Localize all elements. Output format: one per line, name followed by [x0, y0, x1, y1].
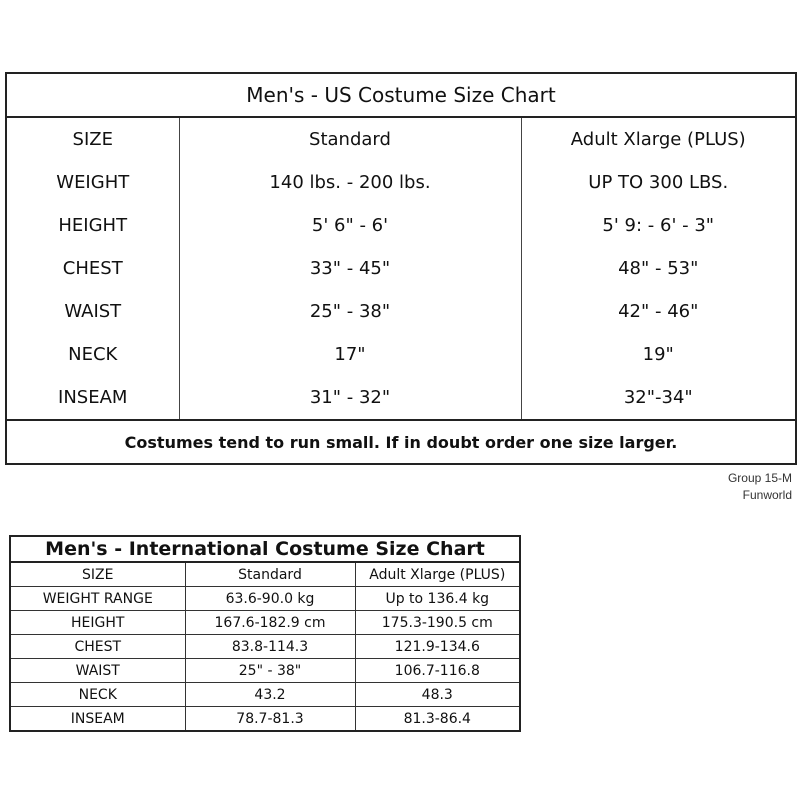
- us-row-chest: [6, 247, 796, 290]
- intl-header-standard: Standard: [185, 562, 355, 587]
- us-cell-standard: 25" - 38": [179, 290, 521, 333]
- us-row-neck: [6, 333, 796, 376]
- international-size-chart: [9, 535, 521, 732]
- us-size-chart: [5, 72, 797, 465]
- intl-cell-label: WAIST: [10, 659, 185, 683]
- brand-name: Funworld: [742, 488, 792, 502]
- intl-cell-plus: 106.7-116.8: [355, 659, 520, 683]
- us-cell-label: WEIGHT: [6, 161, 179, 204]
- intl-cell-plus: 48.3: [355, 683, 520, 707]
- us-row-waist: [6, 290, 796, 333]
- intl-cell-standard: 25" - 38": [185, 659, 355, 683]
- us-header-plus: Adult Xlarge (PLUS): [570, 129, 746, 150]
- intl-cell-plus: 175.3-190.5 cm: [355, 611, 520, 635]
- intl-cell-plus: 121.9-134.6: [355, 635, 520, 659]
- us-cell-plus: 48" - 53": [618, 258, 699, 279]
- us-note-row: [6, 420, 796, 464]
- intl-cell-standard: 78.7-81.3: [185, 707, 355, 732]
- intl-row-waist: [10, 659, 520, 683]
- us-cell-plus: 5' 9: - 6' - 3": [602, 215, 715, 236]
- intl-header-row: [10, 562, 520, 587]
- intl-cell-label: CHEST: [10, 635, 185, 659]
- intl-cell-plus: Up to 136.4 kg: [355, 587, 520, 611]
- intl-cell-label: WEIGHT RANGE: [10, 587, 185, 611]
- us-cell-standard: 33" - 45": [179, 247, 521, 290]
- us-cell-plus: 42" - 46": [618, 301, 699, 322]
- intl-row-inseam: [10, 707, 520, 732]
- us-cell-standard: 140 lbs. - 200 lbs.: [179, 161, 521, 204]
- us-cell-label: NECK: [6, 333, 179, 376]
- us-cell-label: INSEAM: [6, 376, 179, 420]
- intl-row-neck: [10, 683, 520, 707]
- intl-cell-standard: 167.6-182.9 cm: [185, 611, 355, 635]
- us-size-note: Costumes tend to run small. If in doubt order one size larger.: [6, 420, 796, 464]
- us-cell-standard: 31" - 32": [179, 376, 521, 420]
- us-row-weight: [6, 161, 796, 204]
- intl-cell-standard: 43.2: [185, 683, 355, 707]
- us-cell-standard: 17": [179, 333, 521, 376]
- intl-cell-label: HEIGHT: [10, 611, 185, 635]
- intl-chart-title: Men's - International Costume Size Chart: [10, 536, 520, 562]
- intl-cell-plus: 81.3-86.4: [355, 707, 520, 732]
- intl-row-weight-range: [10, 587, 520, 611]
- intl-header-size: SIZE: [10, 562, 185, 587]
- us-header-size: SIZE: [6, 117, 179, 161]
- intl-cell-label: NECK: [10, 683, 185, 707]
- us-cell-plus: UP TO 300 LBS.: [588, 172, 729, 193]
- intl-cell-label: INSEAM: [10, 707, 185, 732]
- us-title-row: [6, 73, 796, 117]
- us-header-standard: Standard: [179, 117, 521, 161]
- style-code: Group 15-M: [727, 471, 792, 485]
- us-cell-plus: 32"-34": [623, 387, 693, 408]
- intl-cell-standard: 83.8-114.3: [185, 635, 355, 659]
- us-row-height: [6, 204, 796, 247]
- us-cell-standard: 5' 6" - 6': [179, 204, 521, 247]
- us-header-row: [6, 117, 796, 161]
- us-chart-title: Men's - US Costume Size Chart: [6, 73, 796, 117]
- us-cell-plus: 19": [642, 344, 674, 365]
- us-row-inseam: [6, 376, 796, 420]
- intl-row-height: [10, 611, 520, 635]
- us-cell-label: HEIGHT: [6, 204, 179, 247]
- intl-cell-standard: 63.6-90.0 kg: [185, 587, 355, 611]
- intl-row-chest: [10, 635, 520, 659]
- intl-title-row: [10, 536, 520, 562]
- us-cell-label: CHEST: [6, 247, 179, 290]
- intl-header-plus: Adult Xlarge (PLUS): [355, 562, 520, 587]
- us-cell-label: WAIST: [6, 290, 179, 333]
